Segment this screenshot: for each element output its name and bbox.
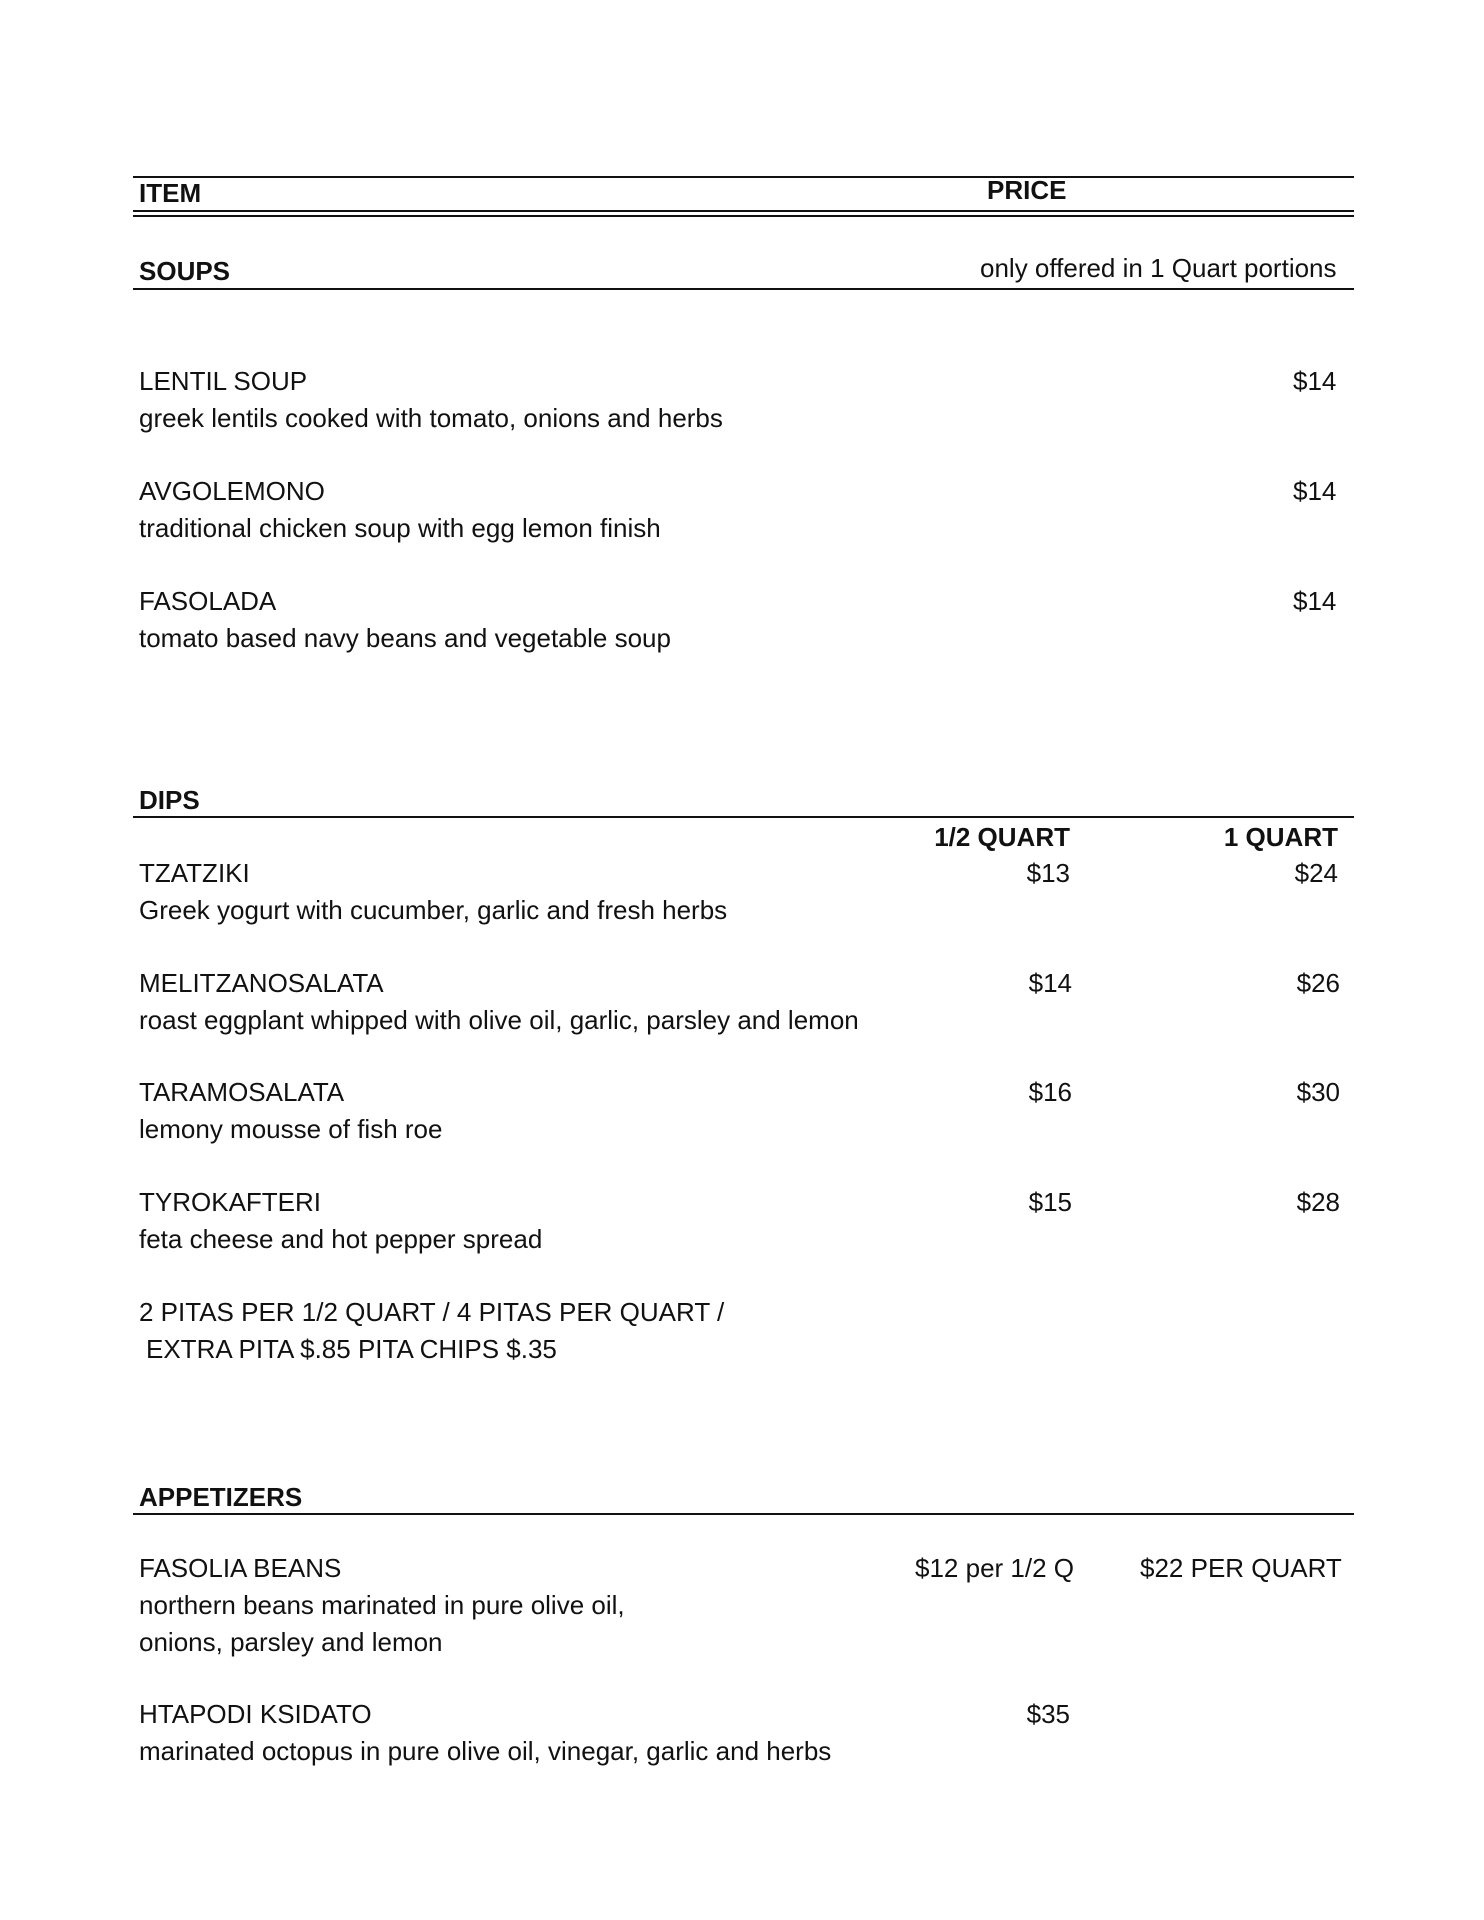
appetizer-item-desc: onions, parsley and lemon	[139, 1627, 443, 1657]
dips-quart-header: 1 QUART	[1223, 822, 1338, 852]
appetizer-half-price: $35	[1026, 1699, 1070, 1729]
appetizers-section-title: APPETIZERS	[139, 1482, 303, 1512]
dip-half-price: $15	[1028, 1187, 1072, 1217]
dip-item-name: MELITZANOSALATA	[139, 968, 384, 998]
soup-item-price: $14	[1293, 476, 1337, 506]
appetizer-item-name: HTAPODI KSIDATO	[139, 1699, 372, 1729]
dip-item-desc: Greek yogurt with cucumber, garlic and fresh herbs	[139, 895, 728, 925]
price-column-header: PRICE	[987, 175, 1067, 205]
header-double-rule-bottom	[133, 215, 1354, 217]
soup-item-price: $14	[1293, 586, 1337, 616]
appetizer-half-price: $12 per 1/2 Q	[915, 1553, 1074, 1583]
appetizers-rule	[133, 1513, 1354, 1515]
dip-half-price: $16	[1028, 1077, 1072, 1107]
dip-item-desc: roast eggplant whipped with olive oil, garlic, parsley and lemon	[139, 1005, 859, 1035]
soup-item-desc: traditional chicken soup with egg lemon finish	[139, 513, 661, 543]
dips-section-title: DIPS	[139, 785, 200, 815]
dip-half-price: $14	[1028, 968, 1072, 998]
dip-item-name: TYROKAFTERI	[139, 1187, 322, 1217]
dip-full-price: $26	[1296, 968, 1340, 998]
dip-item-desc: lemony mousse of fish roe	[139, 1114, 443, 1144]
dip-full-price: $24	[1294, 858, 1338, 888]
header-double-rule-top	[133, 210, 1354, 212]
header-top-rule	[133, 176, 1354, 178]
item-column-header: ITEM	[139, 178, 202, 208]
soups-rule	[133, 288, 1354, 290]
appetizer-full-price: $22 PER QUART	[1140, 1553, 1342, 1583]
soups-section-title: SOUPS	[139, 256, 231, 286]
appetizer-item-desc: marinated octopus in pure olive oil, vinegar, garlic and herbs	[139, 1736, 832, 1766]
dip-item-desc: feta cheese and hot pepper spread	[139, 1224, 543, 1254]
dip-full-price: $28	[1296, 1187, 1340, 1217]
soup-item-desc: greek lentils cooked with tomato, onions and herbs	[139, 403, 723, 433]
soup-item-name: FASOLADA	[139, 586, 277, 616]
pita-note-line-1: 2 PITAS PER 1/2 QUART / 4 PITAS PER QUART /	[139, 1297, 725, 1327]
appetizer-item-desc: northern beans marinated in pure olive oil,	[139, 1590, 625, 1620]
dip-full-price: $30	[1296, 1077, 1340, 1107]
dip-half-price: $13	[1026, 858, 1070, 888]
appetizer-item-name: FASOLIA BEANS	[139, 1553, 342, 1583]
soup-item-name: AVGOLEMONO	[139, 476, 325, 506]
soup-item-desc: tomato based navy beans and vegetable soup	[139, 623, 671, 653]
dips-half-quart-header: 1/2 QUART	[934, 822, 1070, 852]
dips-rule	[133, 816, 1354, 818]
soup-item-price: $14	[1293, 366, 1337, 396]
dip-item-name: TARAMOSALATA	[139, 1077, 345, 1107]
pita-note-line-2: EXTRA PITA $.85 PITA CHIPS $.35	[146, 1334, 557, 1364]
soups-portion-note: only offered in 1 Quart portions	[980, 253, 1337, 283]
dip-item-name: TZATZIKI	[139, 858, 250, 888]
soup-item-name: LENTIL SOUP	[139, 366, 308, 396]
